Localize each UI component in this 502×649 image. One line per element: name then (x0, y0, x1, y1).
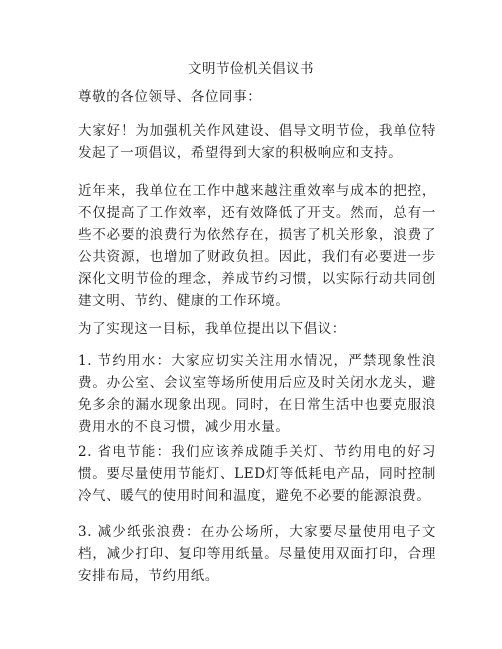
paragraph-greeting: 大家好！为加强机关作风建设、倡导文明节俭，我单位特发起了一项倡议，希望得到大家的积极响应和支持。 (78, 123, 436, 161)
paragraph-item-water: 1. 节约用水：大家应切实关注用水情况，严禁现象性浪费。办公室、会议室等场所使用后应及时关闭水龙头，避免多余的漏水现象出现。同时，在日常生活中也要克服浪费用水的不良习惯，减少用水量。 (78, 353, 436, 435)
salutation: 尊敬的各位领导、各位同事： (78, 89, 262, 105)
paragraph-item-electricity: 2. 省电节能：我们应该养成随手关灯、节约用电的好习惯。要尽量使用节能灯、LED灯等低耗电产品，同时控制冷气、暖气的使用时间和温度，避免不必要的能源浪费。 (78, 444, 436, 504)
document-title: 文明节俭机关倡议书 (188, 61, 314, 77)
paragraph-item-paper: 3. 减少纸张浪费：在办公场所，大家要尽量使用电子文档，减少打印、复印等用纸量。尽量使用双面打印，合理安排布局，节约用纸。 (78, 524, 436, 584)
paragraph-background: 近年来，我单位在工作中越来越注重效率与成本的把控，不仅提高了工作效率，还有效降低了开支。然而，总有一些不必要的浪费行为依然存在，损害了机关形象，浪费了公共资源，也增加了财政负担。因此，我们有必要进一步深化文明节俭的理念，养成节约习惯，以实际行动共同创建文明、节约、健康的工作环境。 (78, 183, 436, 309)
paragraph-intro: 为了实现这一目标，我单位提出以下倡议： (78, 321, 346, 337)
